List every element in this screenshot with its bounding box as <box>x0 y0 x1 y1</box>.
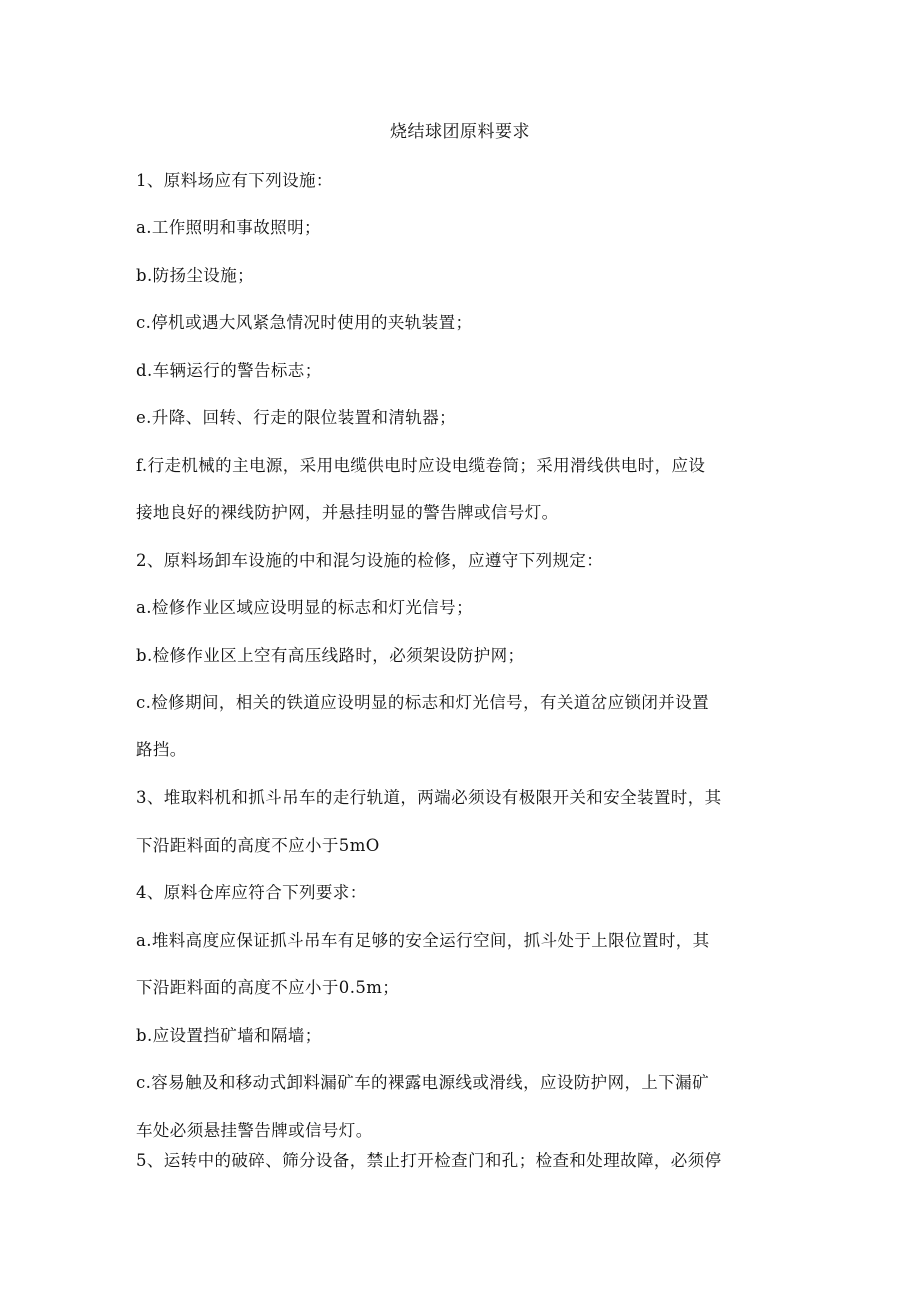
section-1-heading: 1、原料场应有下列设施： <box>136 171 333 190</box>
paragraph-line: 车处必须悬挂警告牌或信号灯。 <box>136 1121 373 1140</box>
paragraph-line: b.防扬尘设施； <box>136 266 255 285</box>
section-5-heading: 5、运转中的破碎、筛分设备，禁止打开检查门和孔；检查和处理故障，必须停 <box>136 1151 722 1170</box>
paragraph-line: f.行走机械的主电源，采用电缆供电时应设电缆卷筒；采用滑线供电时，应设 <box>136 456 706 475</box>
paragraph-line: 接地良好的裸线防护网，并悬挂明显的警告牌或信号灯。 <box>136 503 559 522</box>
document-title: 烧结球团原料要求 <box>390 122 530 142</box>
section-2-heading: 2、原料场卸车设施的中和混匀设施的检修，应遵守下列规定： <box>136 551 604 570</box>
paragraph-line: 路挡。 <box>136 740 187 759</box>
paragraph-line: c.检修期间，相关的铁道应设明显的标志和灯光信号，有关道岔应锁闭并设置 <box>136 693 709 712</box>
paragraph-line: b.应设置挡矿墙和隔墙； <box>136 1026 322 1045</box>
paragraph-line: c.停机或遇大风紧急情况时使用的夹轨装置； <box>136 313 473 332</box>
paragraph-line: a.工作照明和事故照明； <box>136 218 321 237</box>
paragraph-line: 下沿距料面的高度不应小于0.5m； <box>136 978 400 997</box>
paragraph-line: d.车辆运行的警告标志； <box>136 361 322 380</box>
section-3-heading: 3、堆取料机和抓斗吊车的走行轨道，两端必须设有极限开关和安全装置时，其 <box>136 788 722 807</box>
paragraph-line: a.堆料高度应保证抓斗吊车有足够的安全运行空间，抓斗处于上限位置时，其 <box>136 931 710 950</box>
paragraph-line: b.检修作业区上空有高压线路时，必须架设防护网； <box>136 646 525 665</box>
paragraph-line: c.容易触及和移动式卸料漏矿车的裸露电源线或滑线，应设防护网，上下漏矿 <box>136 1073 709 1092</box>
paragraph-line: 下沿距料面的高度不应小于5mO <box>136 836 380 855</box>
paragraph-line: a.检修作业区域应设明显的标志和灯光信号； <box>136 598 473 617</box>
paragraph-line: e.升降、回转、行走的限位装置和清轨器； <box>136 408 457 427</box>
section-4-heading: 4、原料仓库应符合下列要求： <box>136 883 367 902</box>
